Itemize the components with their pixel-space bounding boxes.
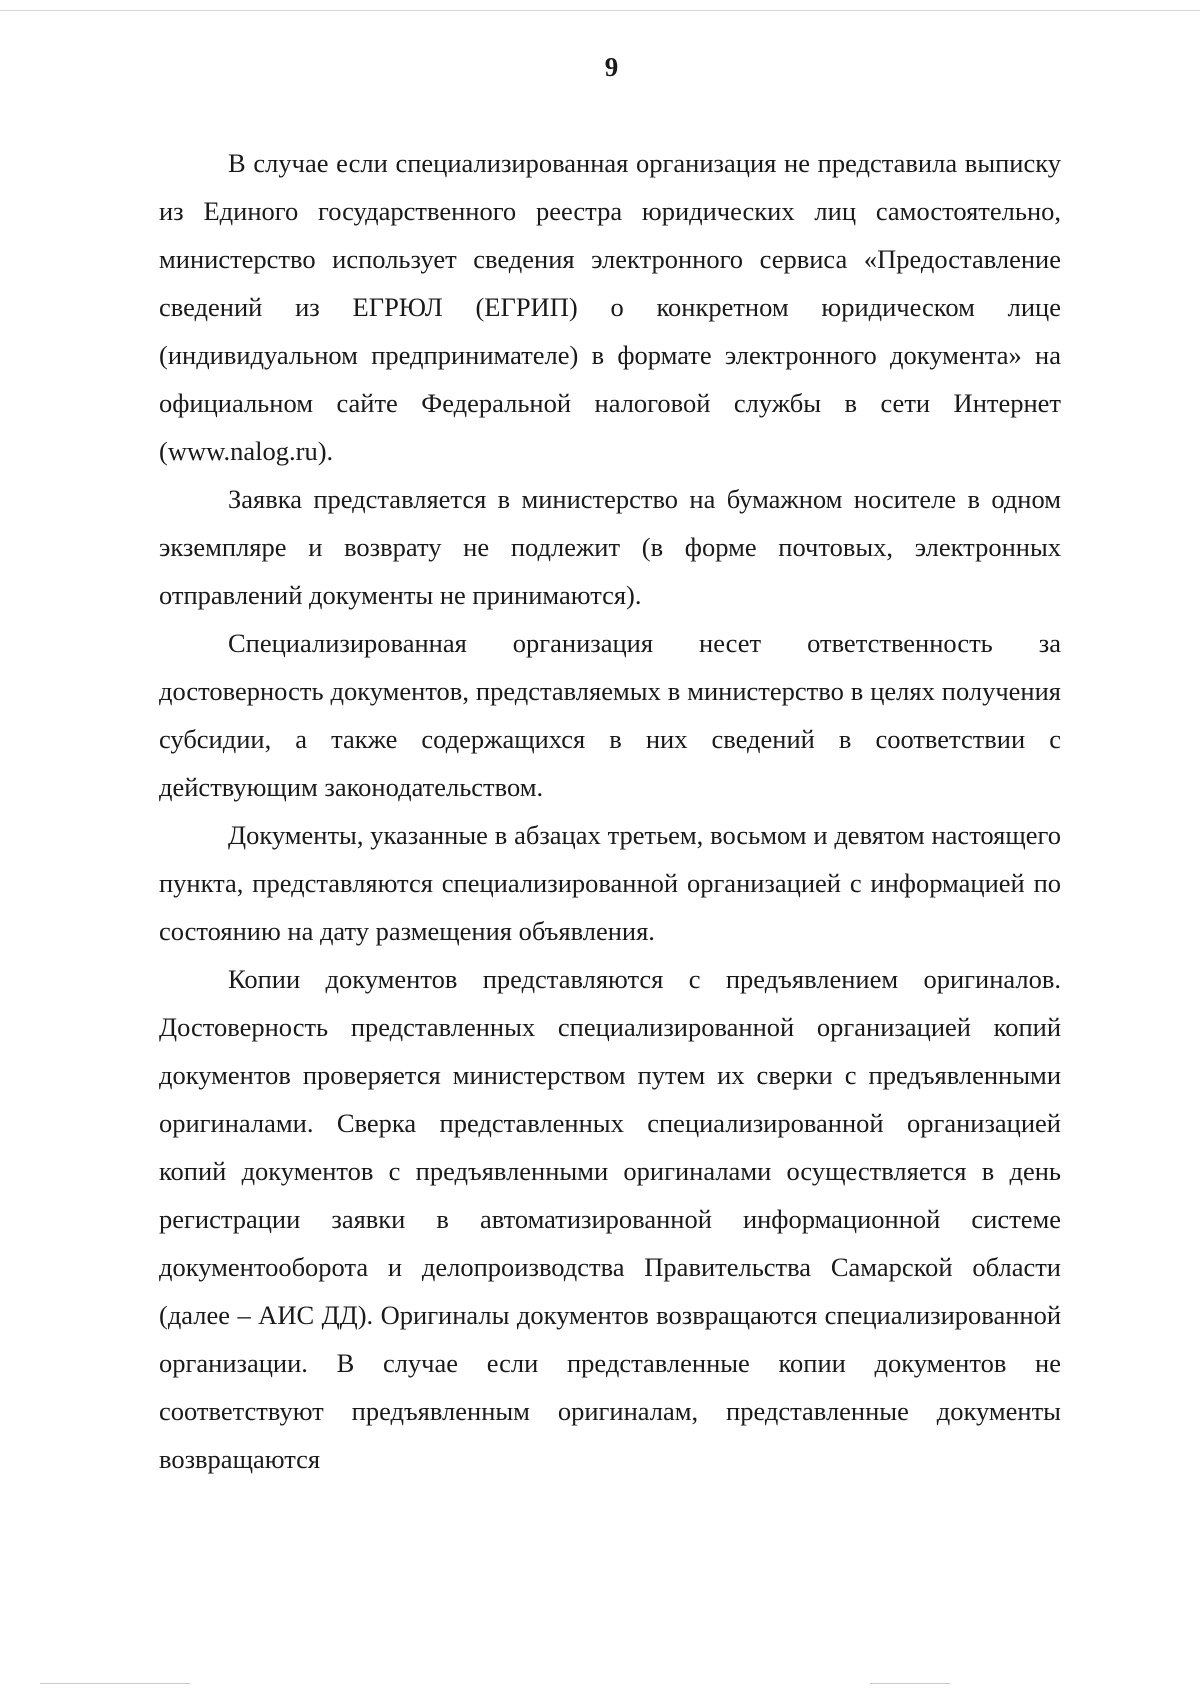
- page-number: 9: [604, 52, 619, 82]
- scan-edge-line: [0, 10, 1200, 11]
- paragraph-egrul-extract: В случае если специализированная организация не представила выписку из Единого государственного реестра юридических лиц самостоятельно, министерство использует сведения электронного сервиса «Предоставление сведений из ЕГРЮЛ (ЕГРИП) о конкретном юридическом лице (индивидуальном предпринимателе) в формате электронного документа» на официальном сайте Федеральной налоговой службы в сети Интернет (www.nalog.ru).: [159, 148, 1061, 466]
- scan-artifact: [40, 1683, 190, 1684]
- paragraph-copies-verification: Копии документов представляются с предъявлением оригиналов. Достоверность представленных специализированной организацией копий документов проверяется министерством путем их сверки с предъявленными оригиналами. Сверка представленных специализированной организацией копий документов с предъявленными оригиналами осуществляется в день регистрации заявки в автоматизированной информационной системе документооборота и делопроизводства Правительства Самарской области (далее – АИС ДД). Оригиналы документов возвращаются специализированной организации. В случае если представленные копии документов не соответствуют предъявленным оригиналам, представленные документы возвращаются: [159, 964, 1061, 1474]
- paragraph-documents-info-date: Документы, указанные в абзацах третьем, восьмом и девятом настоящего пункта, представляются специализированной организацией с информацией по состоянию на дату размещения объявления.: [159, 820, 1061, 946]
- paragraph-responsibility: Специализированная организация несет ответственность за достоверность документов, представляемых в министерство в целях получения субсидии, а также содержащихся в них сведений в соответствии с действующим законодательством.: [159, 628, 1061, 802]
- paragraph-application-submission: Заявка представляется в министерство на бумажном носителе в одном экземпляре и возврату не подлежит (в форме почтовых, электронных отправлений документы не принимаются).: [159, 484, 1061, 610]
- document-body: [159, 139, 1061, 1483]
- scan-artifact: [870, 1683, 950, 1684]
